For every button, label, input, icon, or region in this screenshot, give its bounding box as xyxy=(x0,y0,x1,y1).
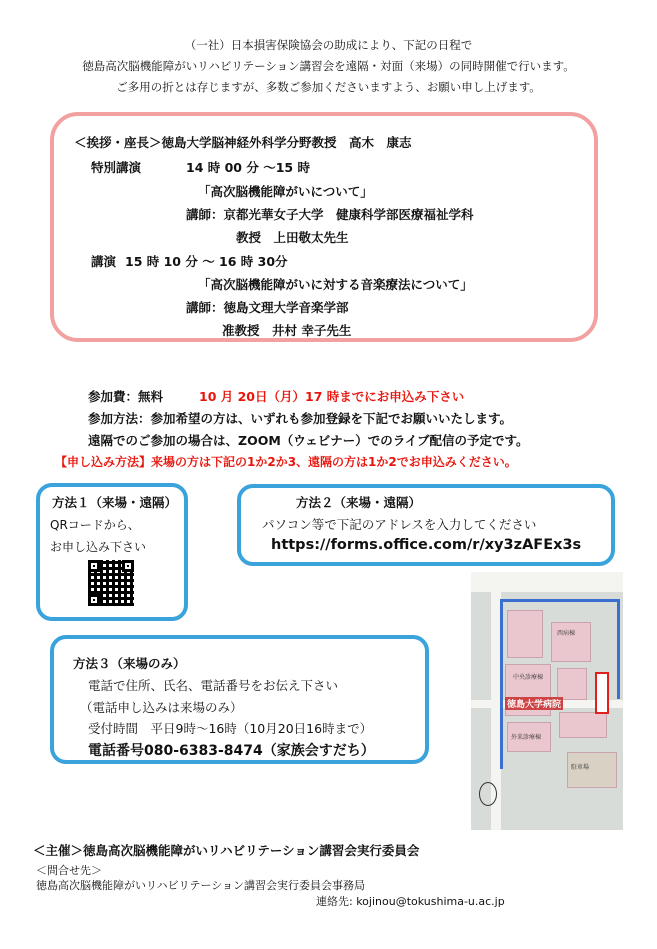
intro-line-2: 徳島高次脳機能障がいリハビリテーション講習会を遠隔・対面（来場）の同時開催で行います。 xyxy=(82,59,575,73)
intro-line-3: ご多用の折とは存じますが、多数ご参加くださいますよう、お願い申し上げます。 xyxy=(116,80,541,94)
fee-label: 参加費：無料 xyxy=(88,389,164,404)
contact-email[interactable]: 連絡先: kojinou@tokushima-u.ac.jp xyxy=(316,895,505,908)
special-lecture-label: 特別講演 xyxy=(91,160,142,175)
lecture-label: 講演 xyxy=(91,254,117,269)
campus-map xyxy=(471,572,623,830)
deadline-notice: 10 月 20日（月）17 時までにお申込み下さい xyxy=(199,389,465,404)
method1-title: 方法１（来場・遠隔） xyxy=(52,495,178,510)
method2-line1: パソコン等で下記のアドレスを入力してください xyxy=(262,517,537,532)
qr-code[interactable] xyxy=(88,560,134,606)
lecture-title: 「高次脳機能障がいに対する音楽療法について」 xyxy=(198,277,473,292)
greeting-chair: ＜挨拶・座長＞徳島大学脳神経外科学分野教授 高木 康志 xyxy=(74,135,412,150)
method1-line1: QRコードから、 xyxy=(50,518,140,532)
method3-line3: 受付時間 平日9時～16時（10月20日16時まで） xyxy=(88,721,373,736)
map-label-parking: 駐車場 xyxy=(571,764,590,771)
method3-line2: （電話申し込みは来場のみ） xyxy=(80,700,243,715)
map-label-outpatient: 外来診療棟 xyxy=(511,734,542,741)
lecturer-affiliation: 講師：徳島文理大学音楽学部 xyxy=(186,300,349,315)
remote-line: 遠隔でのご参加の場合は、ZOOM（ウェビナー）でのライブ配信の予定です。 xyxy=(88,433,529,448)
method3-title: 方法３（来場のみ） xyxy=(73,656,186,671)
phone-number: 電話番号080-6383-8474（家族会すだち） xyxy=(88,743,375,759)
map-label-central: 中央診療棟 xyxy=(513,674,544,681)
compass-icon xyxy=(479,782,497,806)
method1-line2: お申し込み下さい xyxy=(50,540,147,554)
method2-title: 方法２（来場・遠隔） xyxy=(296,495,422,510)
special-lecture-time: 14 時 00 分 ～15 時 xyxy=(186,160,310,175)
hospital-label: 徳島大学病院 xyxy=(505,697,563,710)
map-label-west-ward: 西病棟 xyxy=(557,630,576,637)
special-lecturer-affiliation: 講師：京都光華女子大学 健康科学部医療福祉学科 xyxy=(186,207,474,222)
organizer: ＜主催＞徳島高次脳機能障がいリハビリテーション講習会実行委員会 xyxy=(33,843,420,858)
apply-notice: 【申し込み方法】来場の方は下記の1か2か3、遠隔の方は1か2でお申込みください。 xyxy=(55,455,517,469)
contact-organization: 徳島高次脳機能障がいリハビリテーション講習会実行委員会事務局 xyxy=(36,879,366,892)
contact-label: ＜問合せ先＞ xyxy=(36,864,102,877)
special-lecture-title: 「高次脳機能障がいについて」 xyxy=(198,184,373,199)
form-url-link[interactable]: https://forms.office.com/r/xy3zAFEx3s xyxy=(271,537,582,553)
special-lecturer-name: 教授 上田敬太先生 xyxy=(236,230,349,245)
method3-line1: 電話で住所、氏名、電話番号をお伝え下さい xyxy=(88,678,339,693)
intro-line-1: （一社）日本損害保険協会の助成により、下記の日程で xyxy=(184,38,473,52)
lecture-time: 15 時 10 分 ～ 16 時 30分 xyxy=(125,254,288,269)
method-line: 参加方法：参加希望の方は、いずれも参加登録を下記でお願いいたします。 xyxy=(88,411,513,426)
lecturer-name: 准教授 井村 幸子先生 xyxy=(222,323,352,338)
